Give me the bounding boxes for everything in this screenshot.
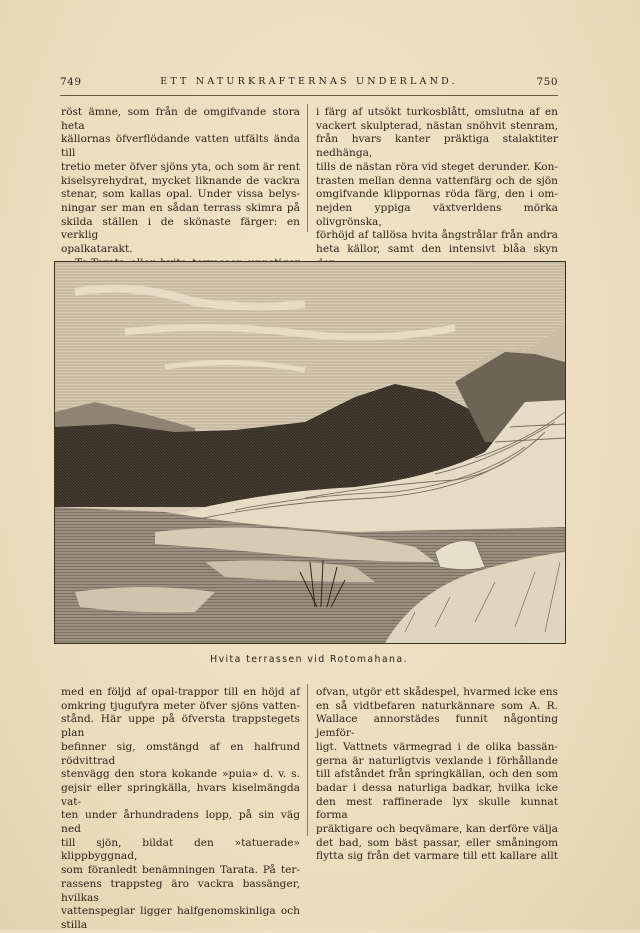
- text-line: omgifvande klippornas röda färg, den i om-: [316, 188, 558, 201]
- text-line: trasten mellan denna vattenfärg och de sjön: [316, 174, 558, 187]
- text-line: Wallace annorstädes funnit någonting jemför-: [316, 713, 558, 740]
- text-line: källornas öfverflödande vatten utfälts ända till: [61, 133, 300, 160]
- column-divider: [307, 104, 308, 232]
- running-title: ETT NATURKRAFTERNAS UNDERLAND.: [160, 76, 458, 87]
- text-line: stenvägg den stora kokande »puia» d. v. s.: [61, 768, 300, 781]
- text-line: tretio meter öfver sjöns yta, och som är rent: [61, 160, 300, 173]
- page-number-left: 749: [60, 76, 82, 88]
- text-line: vackert skulpterad, nästan snöhvit stenram,: [316, 119, 558, 132]
- text-line: gejsir eller springkälla, hvars kiselmängda vat-: [61, 781, 300, 808]
- text-line: som föranledt benämningen Tarata. På ter-: [61, 864, 300, 877]
- header-rule: [60, 95, 558, 96]
- text-line: kiselsyrehydrat, mycket liknande de vackra: [61, 174, 300, 187]
- figure-caption: Hvita terrassen vid Rotomahana.: [210, 654, 408, 665]
- top-left-column: [61, 106, 300, 270]
- text-line: till sjön, bildat den »tatuerade» klippbyggnad,: [61, 836, 300, 863]
- text-line: opalkatarakt.: [61, 243, 133, 256]
- text-line: nejden yppiga växtverldens mörka olivgrönska,: [316, 201, 558, 228]
- text-line: den mest raffinerade lyx skulle kunnat forma: [316, 795, 558, 822]
- text-line: ofvan, utgör ett skådespel, hvarmed icke ens: [316, 686, 558, 698]
- text-line: präktigare och beqvämare, kan derföre välja: [316, 823, 558, 836]
- text-line: gerna är naturligtvis vexlande i förhållande: [316, 754, 558, 767]
- text-line: från hvars kanter präktiga stalaktiter nedhänga,: [316, 133, 558, 160]
- text-line: vattenspeglar ligger halfgenomskinliga och stilla: [61, 905, 300, 931]
- page-number-right: 750: [536, 76, 558, 88]
- text-line: befinner sig, omstängd af en halfrund rödvittrad: [61, 740, 300, 767]
- text-line: det bad, som bäst passar, eller småningom: [316, 836, 558, 849]
- text-line: ten under århundradens lopp, på sin väg ned: [61, 809, 300, 836]
- text-line: ningar ser man en sådan terrass skimra på: [61, 201, 300, 214]
- column-divider: [307, 684, 308, 836]
- bottom-right-column: [316, 686, 558, 864]
- text-line: röst ämne, som från de omgifvande stora heta: [61, 106, 300, 132]
- running-header: [60, 76, 558, 92]
- text-line: tills de nästan röra vid steget derunder. Kon-: [316, 160, 558, 173]
- bottom-left-column: [61, 686, 300, 933]
- text-line: i färg af utsökt turkosblått, omslutna af en: [316, 106, 558, 118]
- text-line: en så vidtbefaren naturkännare som A. R.: [316, 699, 558, 712]
- text-line: heta källor, samt den intensivt blåa skyn: [316, 243, 558, 256]
- text-line: förhöjd af tallösa hvita ångstrålar från andra: [316, 229, 558, 242]
- text-line: till afståndet från springkällan, och den som: [316, 768, 558, 781]
- text-line: med en följd af opal-trappor till en höjd af: [61, 686, 300, 698]
- text-line: skilda ställen i de skönaste färger: en verklig: [61, 215, 300, 242]
- text-line: omkring tjugufyra meter öfver sjöns vatten-: [61, 699, 300, 712]
- text-line: badar i dessa naturliga badkar, hvilka icke: [316, 781, 558, 794]
- text-line: stånd. Här uppe på öfversta trappstegets plan: [61, 713, 300, 740]
- text-line: flytta sig från det varmare till ett kallare allt: [316, 850, 558, 863]
- text-line: rassens trappsteg äro vackra bassänger, hvilkas: [61, 877, 300, 904]
- top-right-column: [316, 106, 558, 270]
- text-line: stenar, som kallas opal. Under vissa belys-: [61, 188, 300, 201]
- illustration-white-terraces: [54, 261, 566, 644]
- text-line: ligt. Vattnets värmegrad i de olika bassän-: [316, 740, 558, 753]
